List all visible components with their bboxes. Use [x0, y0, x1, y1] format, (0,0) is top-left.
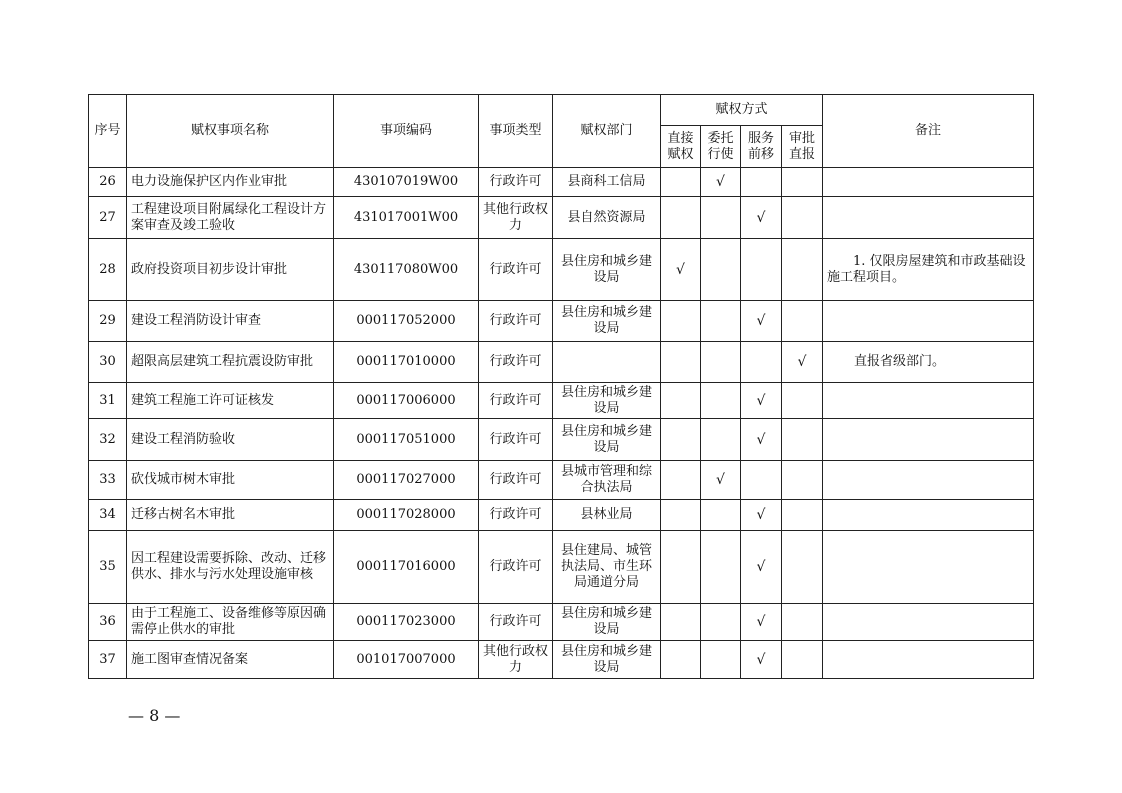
row-mark-direct	[661, 301, 701, 342]
row-dept: 县住房和城乡建设局	[553, 301, 661, 342]
row-seq: 30	[89, 342, 127, 383]
row-name: 建筑工程施工许可证核发	[127, 383, 334, 419]
row-mark-report	[782, 197, 823, 239]
table-row	[89, 239, 1034, 301]
row-type: 行政许可	[479, 342, 553, 383]
row-mark-service	[741, 461, 782, 500]
row-mark-service: √	[741, 604, 782, 641]
row-mark-report	[782, 500, 823, 531]
row-mark-direct	[661, 168, 701, 197]
header-code: 事项编码	[334, 95, 479, 168]
row-mark-report	[782, 641, 823, 679]
row-name: 建设工程消防验收	[127, 419, 334, 461]
row-type: 行政许可	[479, 500, 553, 531]
row-seq: 36	[89, 604, 127, 641]
row-mark-direct	[661, 342, 701, 383]
row-name: 工程建设项目附属绿化工程设计方案审查及竣工验收	[127, 197, 334, 239]
table-row	[89, 342, 1034, 383]
row-code: 000117052000	[334, 301, 479, 342]
table-row	[89, 419, 1034, 461]
row-type: 行政许可	[479, 383, 553, 419]
row-name: 由于工程施工、设备维修等原因确需停止供水的审批	[127, 604, 334, 641]
header-sub-service: 服务前移	[741, 126, 782, 168]
row-mark-direct: √	[661, 239, 701, 301]
row-name: 电力设施保护区内作业审批	[127, 168, 334, 197]
row-seq: 31	[89, 383, 127, 419]
header-dept: 赋权部门	[553, 95, 661, 168]
row-mark-service: √	[741, 419, 782, 461]
table-row	[89, 383, 1034, 419]
row-mark-entrust	[701, 419, 741, 461]
row-code: 000117016000	[334, 531, 479, 604]
row-mark-entrust	[701, 197, 741, 239]
row-name: 因工程建设需要拆除、改动、迁移供水、排水与污水处理设施审核	[127, 531, 334, 604]
row-mark-service: √	[741, 641, 782, 679]
row-seq: 28	[89, 239, 127, 301]
row-mark-entrust	[701, 641, 741, 679]
row-mark-direct	[661, 604, 701, 641]
table-row	[89, 604, 1034, 641]
header-seq: 序号	[89, 95, 127, 168]
row-name: 砍伐城市树木审批	[127, 461, 334, 500]
row-code: 000117051000	[334, 419, 479, 461]
authorization-table	[88, 94, 1034, 679]
row-mark-service: √	[741, 301, 782, 342]
row-mark-report	[782, 419, 823, 461]
row-note: 直报省级部门。	[823, 342, 1034, 383]
row-code: 000117006000	[334, 383, 479, 419]
row-dept: 县住房和城乡建设局	[553, 641, 661, 679]
row-note: 1. 仅限房屋建筑和市政基础设施工程项目。	[823, 239, 1034, 301]
row-type: 行政许可	[479, 419, 553, 461]
row-mark-entrust	[701, 239, 741, 301]
row-dept: 县住房和城乡建设局	[553, 419, 661, 461]
row-mark-direct	[661, 419, 701, 461]
row-mark-direct	[661, 500, 701, 531]
row-name: 超限高层建筑工程抗震设防审批	[127, 342, 334, 383]
page-number: — 8 —	[128, 706, 181, 725]
row-note	[823, 168, 1034, 197]
row-seq: 26	[89, 168, 127, 197]
row-mark-entrust	[701, 500, 741, 531]
row-name: 施工图审查情况备案	[127, 641, 334, 679]
header-sub-direct: 直接赋权	[661, 126, 701, 168]
row-code: 001017007000	[334, 641, 479, 679]
row-note	[823, 419, 1034, 461]
row-seq: 32	[89, 419, 127, 461]
header-type: 事项类型	[479, 95, 553, 168]
row-mark-report	[782, 301, 823, 342]
row-type: 行政许可	[479, 168, 553, 197]
row-code: 000117028000	[334, 500, 479, 531]
row-mark-report	[782, 531, 823, 604]
row-dept: 县住房和城乡建设局	[553, 383, 661, 419]
row-code: 431017001W00	[334, 197, 479, 239]
row-mark-entrust	[701, 301, 741, 342]
row-dept: 县林业局	[553, 500, 661, 531]
row-mark-service: √	[741, 500, 782, 531]
row-note	[823, 604, 1034, 641]
row-note	[823, 500, 1034, 531]
row-name: 建设工程消防设计审查	[127, 301, 334, 342]
row-mark-service: √	[741, 383, 782, 419]
row-name: 政府投资项目初步设计审批	[127, 239, 334, 301]
table-body	[89, 168, 1034, 679]
row-dept: 县商科工信局	[553, 168, 661, 197]
row-mark-service: √	[741, 531, 782, 604]
row-mark-direct	[661, 531, 701, 604]
table-row	[89, 500, 1034, 531]
row-dept: 县住建局、城管执法局、市生环局通道分局	[553, 531, 661, 604]
header-sub-entrust: 委托行使	[701, 126, 741, 168]
row-mark-entrust	[701, 604, 741, 641]
row-code: 430107019W00	[334, 168, 479, 197]
row-seq: 37	[89, 641, 127, 679]
row-mark-report	[782, 461, 823, 500]
row-mark-entrust	[701, 383, 741, 419]
row-dept: 县自然资源局	[553, 197, 661, 239]
row-mark-service	[741, 239, 782, 301]
row-mark-report: √	[782, 342, 823, 383]
row-type: 行政许可	[479, 531, 553, 604]
row-mark-report	[782, 239, 823, 301]
row-mark-report	[782, 168, 823, 197]
row-note	[823, 197, 1034, 239]
row-type: 行政许可	[479, 301, 553, 342]
row-mark-report	[782, 604, 823, 641]
row-type: 行政许可	[479, 604, 553, 641]
row-mark-direct	[661, 383, 701, 419]
row-note	[823, 383, 1034, 419]
row-mark-entrust	[701, 531, 741, 604]
row-code: 000117023000	[334, 604, 479, 641]
row-seq: 27	[89, 197, 127, 239]
table-row	[89, 301, 1034, 342]
row-type: 行政许可	[479, 461, 553, 500]
row-seq: 29	[89, 301, 127, 342]
header-name: 赋权事项名称	[127, 95, 334, 168]
row-mark-report	[782, 383, 823, 419]
row-dept: 县城市管理和综合执法局	[553, 461, 661, 500]
row-dept	[553, 342, 661, 383]
header-sub-report: 审批直报	[782, 126, 823, 168]
row-mark-entrust: √	[701, 168, 741, 197]
row-seq: 33	[89, 461, 127, 500]
row-seq: 34	[89, 500, 127, 531]
table-row	[89, 641, 1034, 679]
row-mark-service	[741, 342, 782, 383]
row-mark-entrust	[701, 342, 741, 383]
table-header	[89, 95, 1034, 168]
row-code: 000117027000	[334, 461, 479, 500]
row-note	[823, 641, 1034, 679]
header-note: 备注	[823, 95, 1034, 168]
row-mark-direct	[661, 461, 701, 500]
header-method: 赋权方式	[661, 95, 823, 126]
row-code: 430117080W00	[334, 239, 479, 301]
row-mark-entrust: √	[701, 461, 741, 500]
row-mark-direct	[661, 641, 701, 679]
row-mark-service: √	[741, 197, 782, 239]
row-type: 其他行政权力	[479, 641, 553, 679]
row-dept: 县住房和城乡建设局	[553, 604, 661, 641]
table-row	[89, 197, 1034, 239]
row-note	[823, 461, 1034, 500]
row-code: 000117010000	[334, 342, 479, 383]
row-dept: 县住房和城乡建设局	[553, 239, 661, 301]
row-note	[823, 301, 1034, 342]
row-mark-service	[741, 168, 782, 197]
row-name: 迁移古树名木审批	[127, 500, 334, 531]
row-mark-direct	[661, 197, 701, 239]
table-row	[89, 531, 1034, 604]
row-type: 行政许可	[479, 239, 553, 301]
table-row	[89, 461, 1034, 500]
table-row	[89, 168, 1034, 197]
row-seq: 35	[89, 531, 127, 604]
row-note	[823, 531, 1034, 604]
row-type: 其他行政权力	[479, 197, 553, 239]
